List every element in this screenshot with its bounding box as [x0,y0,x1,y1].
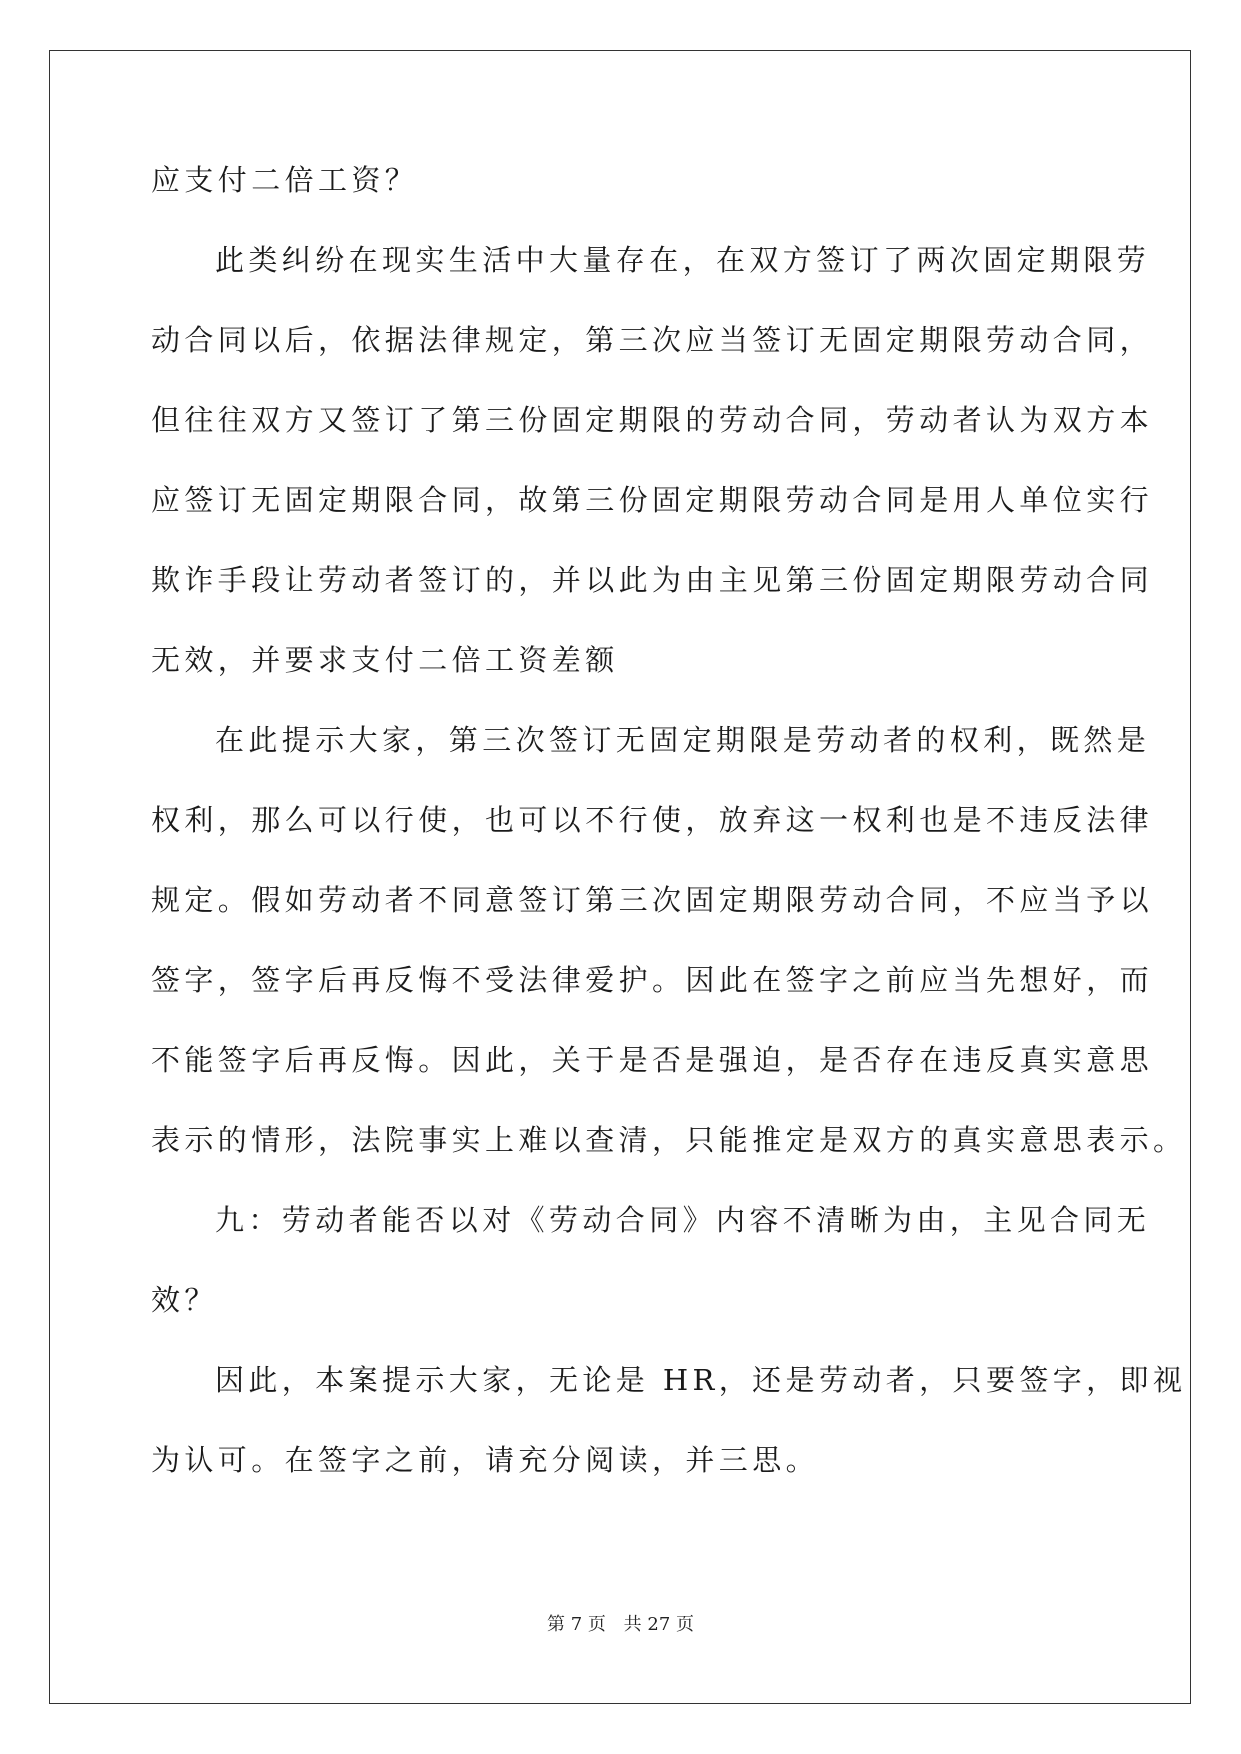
text-line: 无效，并要求支付二倍工资差额 [151,643,619,677]
page-number-total: 共 27 页 [623,1614,694,1635]
text-line: 应支付二倍工资？ [151,163,419,197]
text-line: 签字，签字后再反悔不受法律爱护。因此在签字之前应当先想好，而 [151,963,1154,997]
text-line: 应签订无固定期限合同，故第三份固定期限劳动合同是用人单位实行 [151,483,1154,517]
text-line: 表示的情形，法院事实上难以查清，只能推定是双方的真实意思表示。 [151,1123,1187,1157]
text-line: 在此提示大家，第三次签订无固定期限是劳动者的权利，既然是 [215,723,1151,757]
text-line: 但往往双方又签订了第三份固定期限的劳动合同，劳动者认为双方本 [151,403,1154,437]
page-footer [0,1612,1241,1638]
text-line: 不能签字后再反悔。因此，关于是否是强迫，是否存在违反真实意思 [151,1043,1154,1077]
page-number-current: 第 7 页 [547,1614,606,1635]
section-heading-line: 效？ [151,1283,218,1317]
section-heading-line: 九：劳动者能否以对《劳动合同》内容不清晰为由，主见合同无 [215,1203,1151,1237]
text-line: 为认可。在签字之前，请充分阅读，并三思。 [151,1443,820,1477]
text-line: 动合同以后，依据法律规定，第三次应当签订无固定期限劳动合同， [151,323,1154,357]
text-line: 因此，本案提示大家，无论是 HR，还是劳动者，只要签字，即视 [215,1363,1187,1397]
text-line: 规定。假如劳动者不同意签订第三次固定期限劳动合同，不应当予以 [151,883,1154,917]
document-body [151,140,1187,1500]
text-line: 此类纠纷在现实生活中大量存在，在双方签订了两次固定期限劳 [215,243,1151,277]
text-line: 权利，那么可以行使，也可以不行使，放弃这一权利也是不违反法律 [151,803,1154,837]
text-line: 欺诈手段让劳动者签订的，并以此为由主见第三份固定期限劳动合同 [151,563,1154,597]
